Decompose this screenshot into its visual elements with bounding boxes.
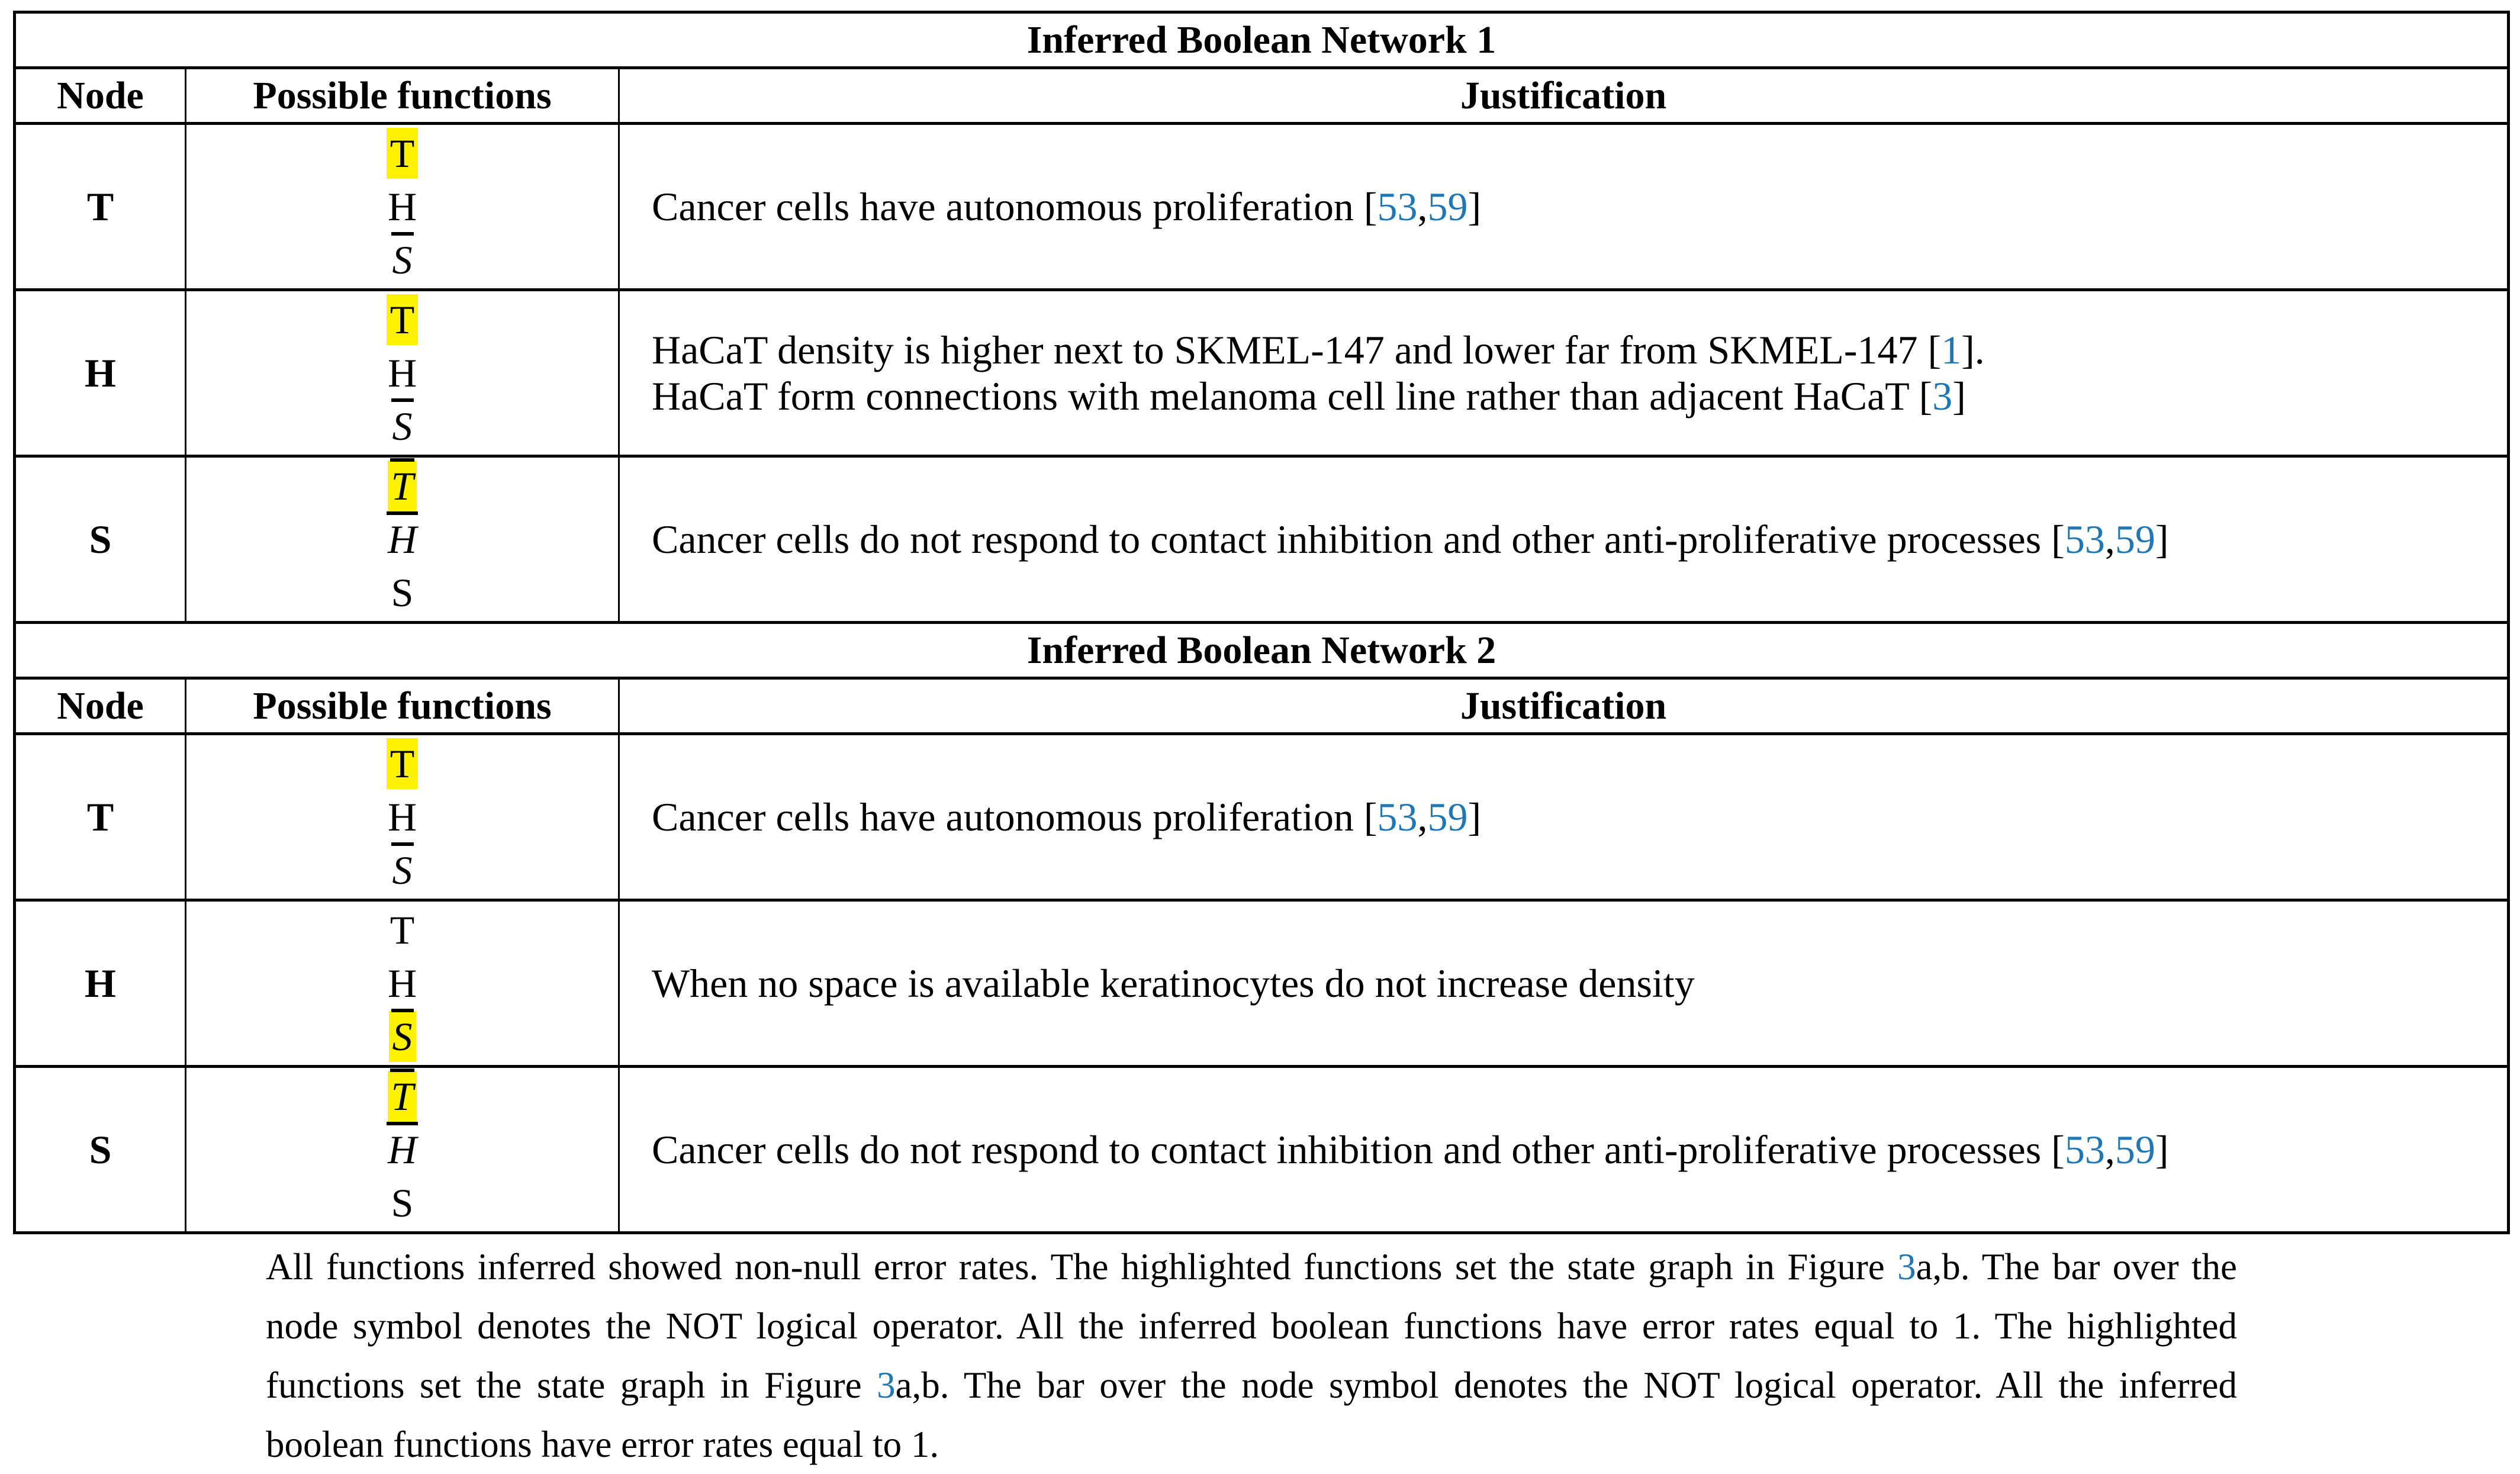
figure-ref-link[interactable]: 3 [1897, 1246, 1916, 1288]
citation-link[interactable]: 59 [2115, 517, 2155, 562]
s-function: S [391, 1180, 414, 1225]
node-label: S [15, 1067, 186, 1233]
table-caption [266, 1237, 2237, 1474]
justification-line [652, 184, 2507, 230]
citation-link[interactable]: 53 [2064, 517, 2105, 562]
caption-text-3: a,b. The bar over the node symbol denotes the NOT logical operator. All the inferred boolean functions have error rates equal to 1. [266, 1364, 2237, 1465]
h-function: H [387, 961, 417, 1006]
not-s-function: S [389, 234, 416, 285]
function-item [186, 903, 618, 957]
possible-functions-cell [186, 124, 619, 290]
not-h-function: H [384, 1124, 420, 1175]
table-row [15, 124, 2509, 290]
possible-functions-cell [186, 290, 619, 456]
network-title: Inferred Boolean Network 2 [15, 623, 2509, 678]
function-item [186, 346, 618, 400]
header-possible-functions: Possible functions [186, 678, 619, 734]
network-title-row [15, 12, 2509, 68]
network-title: Inferred Boolean Network 1 [15, 12, 2509, 68]
table-row [15, 290, 2509, 456]
function-item [186, 293, 618, 346]
column-header-row [15, 678, 2509, 734]
column-header-row [15, 68, 2509, 124]
node-label: H [15, 900, 186, 1067]
node-label: S [15, 456, 186, 623]
citation-separator: , [2104, 517, 2115, 562]
t-function: T [390, 907, 415, 952]
table-row [15, 1067, 2509, 1233]
h-function: H [387, 794, 417, 839]
justification-text: HaCaT form connections with melanoma cell line rather than adjacent HaCaT [ [652, 374, 1933, 419]
justification-text: HaCaT density is higher next to SKMEL-147 and lower far from SKMEL-147 [ [652, 327, 1942, 372]
justification-text: Cancer cells do not respond to contact inhibition and other anti-proliferative processes [ [652, 1127, 2065, 1172]
citation-link[interactable]: 53 [1377, 794, 1418, 839]
citation-separator: , [1417, 184, 1428, 229]
not-s-function: S [389, 845, 416, 896]
caption-text-2: a,b. The bar over the node symbol denotes the NOT logical operator. All the inferred boolean functions have error rates equal to 1. The highlighted functions set the state graph in Figure [266, 1246, 2237, 1406]
function-item [186, 1070, 618, 1123]
t-function-highlighted: T [387, 128, 419, 179]
citation-close: ] [1467, 184, 1482, 229]
citation-close: ]. [1961, 327, 1985, 372]
citation-link[interactable]: 3 [1932, 374, 1953, 419]
citation-close: ] [2155, 1127, 2169, 1172]
network-title-row [15, 623, 2509, 678]
node-label: T [15, 124, 186, 290]
justification-cell [619, 734, 2509, 900]
table-body [15, 12, 2509, 1233]
justification-cell [619, 124, 2509, 290]
header-justification: Justification [619, 678, 2509, 734]
function-item [186, 790, 618, 844]
node-label: H [15, 290, 186, 456]
function-item [186, 233, 618, 287]
inferred-boolean-networks-table [13, 11, 2510, 1234]
justification-text: When no space is available keratinocytes do not increase density [652, 961, 1695, 1006]
justification-text: Cancer cells have autonomous proliferation [ [652, 794, 1378, 839]
function-item [186, 566, 618, 619]
possible-functions-cell [186, 900, 619, 1067]
table-row [15, 456, 2509, 623]
citation-link[interactable]: 53 [2064, 1127, 2105, 1172]
function-item [186, 844, 618, 897]
not-s-function: S [389, 401, 416, 452]
node-label: T [15, 734, 186, 900]
citation-close: ] [2155, 517, 2169, 562]
justification-line [652, 960, 2507, 1006]
h-function: H [387, 350, 417, 395]
figure-ref-link[interactable]: 3 [877, 1364, 896, 1406]
citation-separator: , [2104, 1127, 2115, 1172]
citation-link[interactable]: 59 [2115, 1127, 2155, 1172]
justification-text: Cancer cells have autonomous proliferation [ [652, 184, 1378, 229]
function-item [186, 459, 618, 513]
possible-functions-cell [186, 734, 619, 900]
function-item [186, 737, 618, 790]
t-function-highlighted: T [387, 294, 419, 345]
header-node: Node [15, 68, 186, 124]
function-item [186, 957, 618, 1010]
table-row [15, 734, 2509, 900]
s-function: S [391, 570, 414, 615]
citation-close: ] [1467, 794, 1482, 839]
citation-close: ] [1952, 374, 1966, 419]
citation-link[interactable]: 59 [1427, 184, 1468, 229]
table-row [15, 900, 2509, 1067]
header-justification: Justification [619, 68, 2509, 124]
citation-separator: , [1417, 794, 1428, 839]
justification-line [652, 794, 2507, 840]
justification-line [652, 327, 2507, 373]
justification-cell [619, 290, 2509, 456]
justification-cell [619, 456, 2509, 623]
citation-link[interactable]: 1 [1941, 327, 1962, 372]
not-h-function: H [384, 514, 420, 565]
header-node: Node [15, 678, 186, 734]
function-item [186, 1176, 618, 1230]
citation-link[interactable]: 53 [1377, 184, 1418, 229]
function-item [186, 180, 618, 233]
function-item [186, 1123, 618, 1176]
function-item [186, 1010, 618, 1063]
not-t-function-highlighted: T [388, 1071, 417, 1122]
not-s-function-highlighted: S [389, 1011, 416, 1062]
justification-cell [619, 900, 2509, 1067]
function-item [186, 127, 618, 180]
header-possible-functions: Possible functions [186, 68, 619, 124]
h-function: H [387, 184, 417, 229]
justification-text: Cancer cells do not respond to contact inhibition and other anti-proliferative processes [ [652, 517, 2065, 562]
t-function-highlighted: T [387, 738, 419, 789]
citation-link[interactable]: 59 [1427, 794, 1468, 839]
function-item [186, 400, 618, 453]
justification-cell [619, 1067, 2509, 1233]
caption-text-1: All functions inferred showed non-null error rates. The highlighted functions set the state graph in Figure [266, 1246, 1898, 1288]
justification-line [652, 1127, 2507, 1173]
not-t-function-highlighted: T [388, 461, 417, 511]
justification-line [652, 373, 2507, 419]
justification-line [652, 516, 2507, 562]
possible-functions-cell [186, 1067, 619, 1233]
function-item [186, 513, 618, 566]
possible-functions-cell [186, 456, 619, 623]
